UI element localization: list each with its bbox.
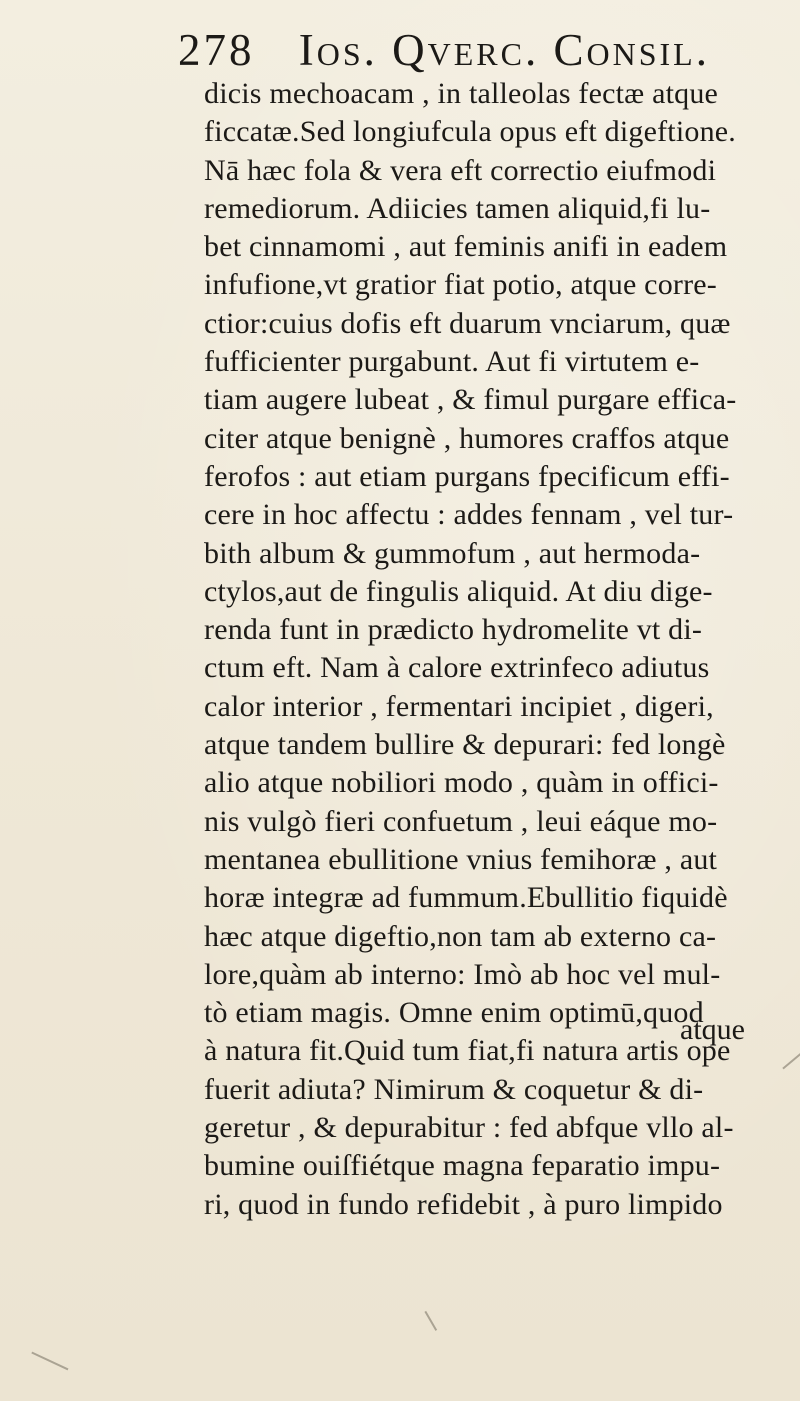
- text-line: ferofos : aut etiam purgans fpecificum effi-: [204, 459, 730, 493]
- page-header: [178, 20, 738, 80]
- text-line: citer atque benignè , humores craffos atque: [204, 421, 730, 455]
- text-line: dicis mechoacam , in talleolas fectæ atque: [204, 77, 719, 110]
- margin-mark: [32, 1352, 69, 1370]
- text-line: renda funt in prædicto hydromelite vt di-: [204, 613, 703, 647]
- text-line: atque tandem bullire & depurari: fed longè: [204, 728, 726, 762]
- text-line: cere in hoc affectu : addes fennam , vel tur-: [204, 498, 734, 532]
- text-line: à natura fit.Quid tum fiat,fi natura artis ope: [204, 1034, 731, 1068]
- text-line: ctior:cuius dofis eft duarum vnciarum, quæ: [204, 306, 731, 340]
- text-line: infufione,vt gratior fiat potio, atque corre-: [204, 268, 717, 302]
- text-line: calor interior , fermentari incipiet , digeri,: [204, 689, 714, 723]
- text-line: fufficienter purgabunt. Aut fi virtutem e-: [204, 345, 700, 379]
- catchword: atque: [680, 1013, 745, 1046]
- text-line: tiam augere lubeat , & fimul purgare effica-: [204, 383, 737, 417]
- text-line: ficcatæ.Sed longiufcula opus eft digeftione.: [204, 115, 736, 149]
- text-line: bet cinnamomi , aut feminis anifi in eadem: [204, 230, 728, 264]
- text-line: tò etiam magis. Omne enim optimū,quod: [204, 996, 704, 1030]
- text-line: fuerit adiuta? Nimirum & coquetur & di-: [204, 1072, 704, 1106]
- text-line: geretur , & depurabitur : fed abfque vllo al-: [204, 1111, 734, 1145]
- body-text: [204, 75, 800, 1224]
- text-line: bith album & gummofum , aut hermoda-: [204, 536, 701, 570]
- page-number: 278: [178, 25, 255, 75]
- text-line: ri, quod in fundo refidebit , à puro limpido: [204, 1187, 723, 1221]
- text-line: alio atque nobiliori modo , quàm in offici-: [204, 766, 719, 800]
- text-line: mentanea ebullitione vnius femihoræ , aut: [204, 842, 718, 876]
- text-line: horæ integræ ad fummum.Ebullitio fiquidè: [204, 881, 728, 915]
- text-line: ctylos,aut de fingulis aliquid. At diu dige-: [204, 574, 713, 608]
- text-line: remediorum. Adiicies tamen aliquid,fi lu-: [204, 191, 711, 225]
- text-line: Nā hæc fola & vera eft correctio eiufmodi: [204, 153, 717, 187]
- text-line: hæc atque digeftio,non tam ab externo ca-: [204, 919, 717, 953]
- text-line: lore,quàm ab interno: Imò ab hoc vel mul-: [204, 957, 721, 991]
- text-line: nis vulgò fieri confuetum , leui eáque mo-: [204, 804, 718, 838]
- running-title: Ios. Qverc. Consil.: [298, 25, 710, 75]
- margin-mark: [425, 1311, 437, 1331]
- text-line: bumine ouiſfiétque magna feparatio impu-: [204, 1149, 721, 1183]
- text-line: ctum eft. Nam à calore extrinfeco adiutus: [204, 651, 710, 685]
